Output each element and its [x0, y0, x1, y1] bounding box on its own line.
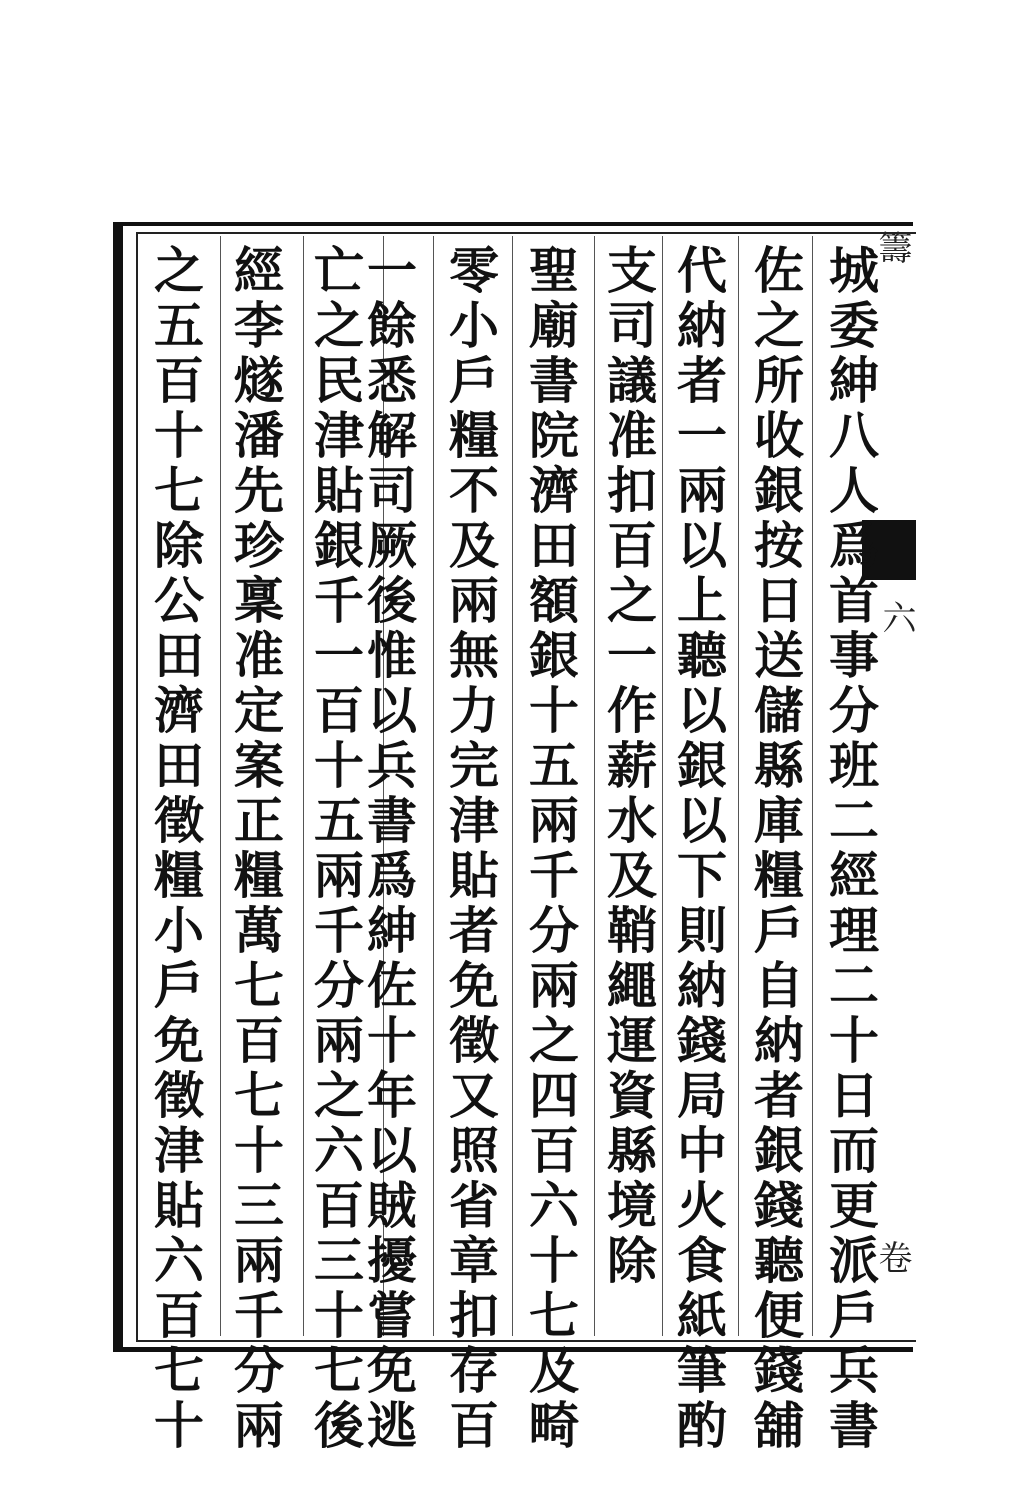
text-column-3: 代納者一兩以上聽以銀以下則納錢局中火食紙筆酌	[669, 244, 728, 1454]
text-column-10: 之五百十七除公田濟田徵糧小戶免徵津貼六百七十	[146, 244, 205, 1454]
column-divider	[662, 236, 663, 1336]
column-divider	[738, 236, 739, 1336]
text-column-2: 佐之所收銀按日送儲縣庫糧戶自納者銀錢聽便錢舖	[746, 244, 805, 1454]
text-column-8: 亡之民津貼銀千一百十五兩千分兩之六百三十七後	[306, 244, 365, 1454]
column-divider	[220, 236, 221, 1336]
margin-mark-mid: 六	[876, 600, 916, 634]
column-divider	[433, 236, 434, 1336]
text-column-9: 經李燧潘先珍稟准定案正糧萬七百七十三兩千分兩	[226, 244, 285, 1454]
column-divider	[303, 236, 304, 1336]
column-divider	[812, 236, 813, 1336]
text-column-6: 零小戶糧不及兩無力完津貼者免徵又照省章扣存百	[441, 244, 500, 1454]
text-column-4: 支司議准扣百之一作薪水及鞘繩運資縣境除	[599, 244, 658, 1289]
margin-mark-bottom: 卷	[872, 1240, 912, 1274]
text-column-1: 城委紳八人爲首事分班二經理二十日而更派戶兵書	[821, 244, 880, 1454]
text-column-7: 一餘悉解司厥後惟以兵書爲紳佐十年以賊擾嘗免逃	[359, 244, 418, 1454]
column-divider	[512, 236, 513, 1336]
margin-mark-top: 籌	[872, 230, 912, 264]
text-column-5: 聖廟書院濟田額銀十五兩千分兩之四百六十七及畸	[521, 244, 580, 1454]
column-divider	[594, 236, 595, 1336]
